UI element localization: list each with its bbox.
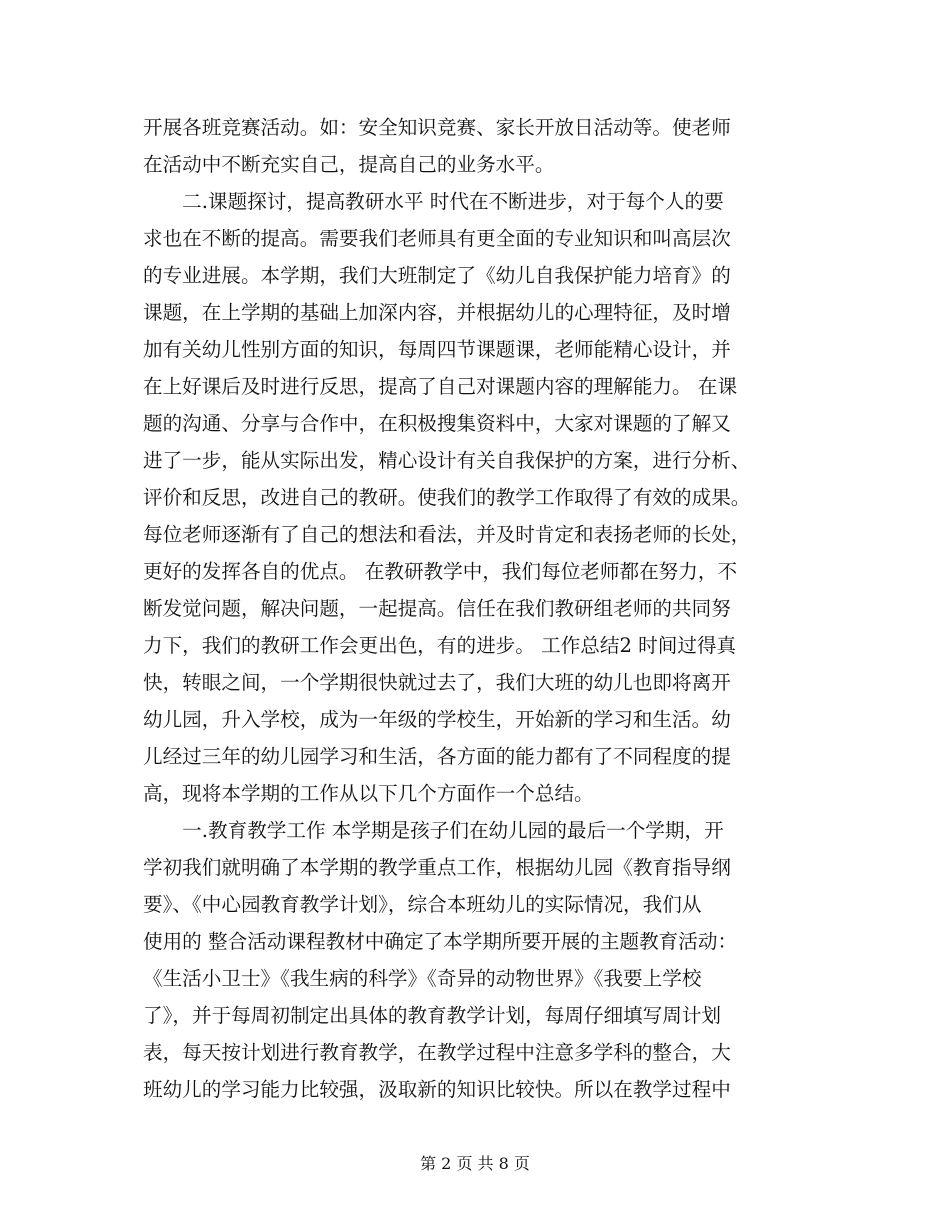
- text-line: 每位老师逐渐有了自己的想法和看法，并及时肯定和表扬老师的长处，: [143, 523, 751, 546]
- page-number-footer: 第 2 页 共 8 页: [420, 1154, 530, 1173]
- text-line: 快，转眼之间，一个学期很快就过去了，我们大班的幼儿也即将离开: [143, 671, 731, 694]
- text-line: 高，现将本学期的工作从以下几个方面作一个总结。: [143, 782, 594, 805]
- text-line: 幼儿园，升入学校，成为一年级的学校生，开始新的学习和生活。幼: [143, 708, 731, 731]
- text-line: 求也在不断的提高。需要我们老师具有更全面的专业知识和叫高层次: [143, 227, 731, 250]
- text-line: 二.课题探讨，提高教研水平 时代在不断进步，对于每个人的要: [143, 190, 724, 213]
- text-line: 使用的 整合活动课程教材中确定了本学期所要开展的主题教育活动：: [143, 930, 738, 953]
- text-line: 的专业进展。本学期，我们大班制定了《幼儿自我保护能力培育》的: [143, 264, 731, 287]
- body-text: [143, 109, 805, 1108]
- text-line: 断发觉问题，解决问题，一起提高。信任在我们教研组老师的共同努: [143, 597, 731, 620]
- text-line: 进了一步，能从实际出发，精心设计有关自我保护的方案，进行分析、: [143, 449, 751, 472]
- text-line: 开展各班竞赛活动。如：安全知识竞赛、家长开放日活动等。使老师: [143, 116, 731, 139]
- text-line: 力下，我们的教研工作会更出色，有的进步。 工作总结2 时间过得真: [143, 634, 737, 657]
- text-line: 评价和反思，改进自己的教研。使我们的教学工作取得了有效的成果。: [143, 486, 751, 509]
- text-line: 要》、《中心园教育教学计划》，综合本班幼儿的实际情况，我们从: [143, 893, 702, 916]
- text-line: 《生活小卫士》《我生病的科学》《奇异的动物世界》《我要上学校: [143, 967, 702, 990]
- text-line: 一.教育教学工作 本学期是孩子们在幼儿园的最后一个学期，开: [143, 819, 724, 842]
- text-line: 在活动中不断充实自己，提高自己的业务水平。: [143, 153, 555, 176]
- text-line: 加有关幼儿性别方面的知识，每周四节课题课，老师能精心设计，并: [143, 338, 731, 361]
- text-line: 题的沟通、分享与合作中，在积极搜集资料中，大家对课题的了解又: [143, 412, 731, 435]
- text-line: 班幼儿的学习能力比较强，汲取新的知识比较快。所以在教学过程中: [143, 1078, 731, 1101]
- text-line: 了》，并于每周初制定出具体的教育教学计划，每周仔细填写周计划: [143, 1004, 722, 1027]
- text-line: 在上好课后及时进行反思，提高了自己对课题内容的理解能力。 在课: [143, 375, 738, 398]
- text-line: 课题，在上学期的基础上加深内容，并根据幼儿的心理特征，及时增: [143, 301, 731, 324]
- text-line: 学初我们就明确了本学期的教学重点工作，根据幼儿园《教育指导纲: [143, 856, 731, 879]
- text-line: 儿经过三年的幼儿园学习和生活，各方面的能力都有了不同程度的提: [143, 745, 731, 768]
- text-line: 更好的发挥各自的优点。 在教研教学中，我们每位老师都在努力，不: [143, 560, 738, 583]
- text-line: 表，每天按计划进行教育教学，在教学过程中注意多学科的整合，大: [143, 1041, 731, 1064]
